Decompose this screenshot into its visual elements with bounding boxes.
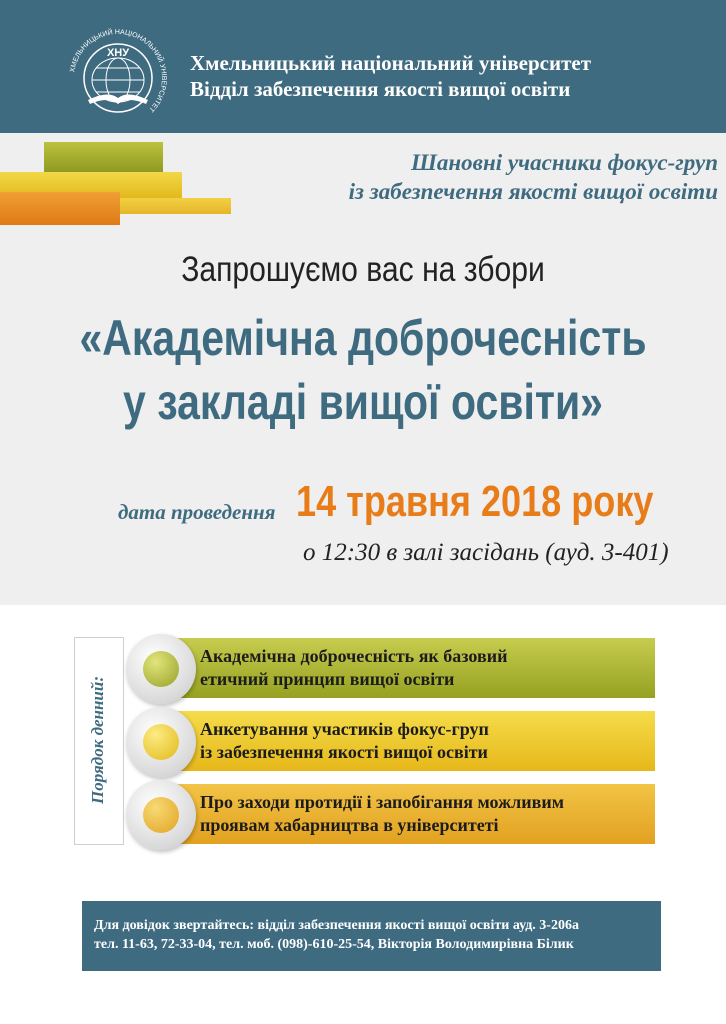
department-name: Відділ забезпечення якості вищої освіти	[190, 77, 571, 101]
greeting-line-1: Шановні учасники фокус-груп	[411, 150, 718, 175]
logo-abbrev: ХНУ	[106, 47, 130, 59]
agenda-item	[160, 638, 655, 698]
date-label: дата проведення	[118, 500, 276, 524]
bullet-circle-icon	[126, 634, 196, 704]
agenda-label-wrap	[74, 637, 122, 843]
agenda-item-text	[200, 791, 564, 837]
decor-bar-olive	[44, 142, 163, 172]
bullet-circle-icon	[126, 707, 196, 777]
agenda-item-line: Про заходи протидії і запобігання можливим	[200, 792, 564, 812]
greeting-line-2: із забезпечення якості вищої освіти	[348, 179, 718, 204]
university-logo	[68, 28, 168, 128]
agenda-item-line: етичний принцип вищої освіти	[200, 669, 455, 689]
greeting	[349, 148, 718, 206]
logo-ring-text: ХМЕЛЬНИЦЬКИЙ НАЦІОНАЛЬНИЙ УНІВЕРСИТЕТ	[69, 28, 168, 113]
agenda-item-line: проявам хабарництва в університеті	[200, 815, 499, 835]
agenda-item	[160, 784, 655, 844]
agenda-item	[160, 711, 655, 771]
agenda-item-line: Академічна доброчесність як базовий	[200, 646, 508, 666]
invitation-text: Запрошуємо вас на збори	[181, 250, 545, 289]
contact-line-1: Для довідок звертайтесь: відділ забезпечення якості вищої освіти ауд. 3-206а	[94, 918, 579, 933]
event-title-line-1: «Академічна доброчесність	[79, 310, 647, 366]
event-title-line-2: у закладі вищої освіти»	[123, 374, 603, 430]
bullet-circle-icon	[126, 780, 196, 850]
event-title	[65, 306, 660, 434]
agenda-label: Порядок денний:	[88, 676, 108, 804]
agenda-item-text	[200, 718, 489, 764]
university-title	[190, 50, 591, 102]
decor-bar-orange	[0, 192, 120, 225]
event-date: 14 травня 2018 року	[296, 477, 654, 526]
university-name: Хмельницький національний університет	[190, 51, 592, 75]
contact-line-2: тел. 11-63, 72-33-04, тел. моб. (098)-610-25-54, Вікторія Володимирівна Білик	[94, 937, 574, 952]
agenda-item-line: із забезпечення якості вищої освіти	[200, 742, 488, 762]
agenda-item-line: Анкетування участиків фокус-груп	[200, 719, 489, 739]
contact-footer	[82, 901, 661, 971]
agenda-item-text	[200, 645, 507, 691]
event-time-place: о 12:30 в залі засідань (ауд. 3-401)	[303, 539, 669, 566]
